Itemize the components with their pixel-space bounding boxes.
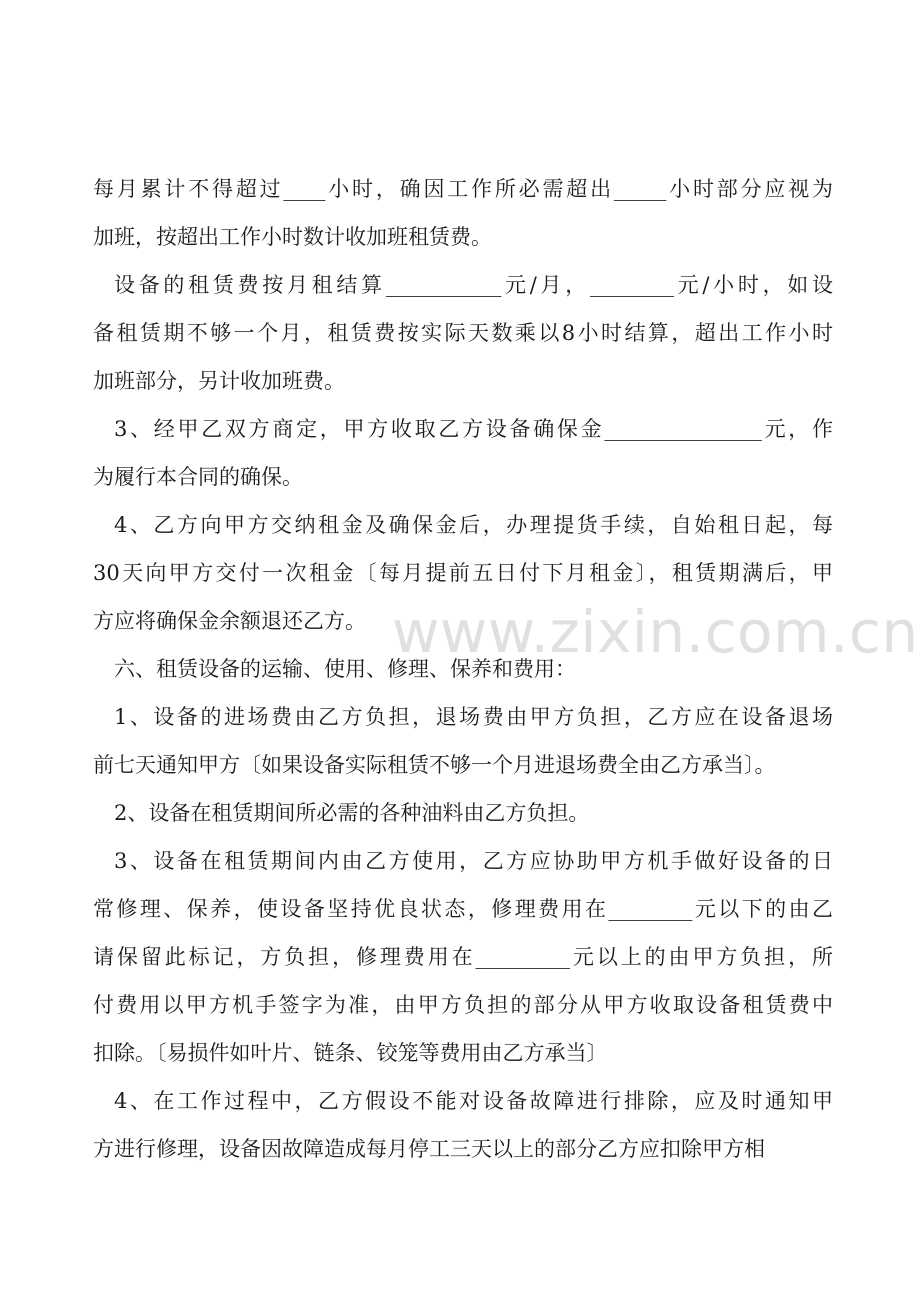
text-line: 4、在工作过程中，乙方假设不能对设备故障进行排除，应及时通知甲 [114,1089,833,1113]
text-line: 30天向甲方交付一次租金〔每月提前五日付下月租金〕，租赁期满后，甲 [93,561,833,585]
text-line: 付费用以甲方机手签字为准，由甲方负担的部分从甲方收取设备租赁费中 [93,993,833,1017]
text-line: 为履行本合同的确保。 [93,465,303,489]
text-line: 扣除。〔易损件如叶片、链条、铰笼等费用由乙方承当〕 [93,1041,608,1065]
text-line: 加班，按超出工作小时数计收加班租赁费。 [93,225,492,249]
text-line: 请保留此标记，方负担，修理费用在_________元以上的由甲方负担，所 [93,945,833,969]
text-line: 设备的租赁费按月租结算___________元/月，________元/小时，如设 [114,273,833,297]
text-line: 备租赁期不够一个月，租赁费按实际天数乘以8小时结算，超出工作小时 [93,321,833,345]
paragraph [93,261,833,405]
text-line: 方应将确保金余额退还乙方。 [93,609,366,633]
paragraph [93,1077,833,1173]
text-line: 4、乙方向甲方交纳租金及确保金后，办理提货手续，自始租日起，每 [114,513,833,537]
contract-body [93,165,833,1173]
text-line: 六、租赁设备的运输、使用、修理、保养和费用： [114,657,576,681]
paragraph [93,693,833,789]
text-line: 3、设备在租赁期间内由乙方使用，乙方应协助甲方机手做好设备的日 [114,849,833,873]
text-line: 3、经甲乙双方商定，甲方收取乙方设备确保金_______________元，作 [114,417,833,441]
paragraph [93,789,833,837]
text-line: 1、设备的进场费由乙方负担，退场费由甲方负担，乙方应在设备退场 [114,705,833,729]
text-line: 前七天通知甲方〔如果设备实际租赁不够一个月进退场费全由乙方承当〕。 [93,753,776,777]
text-line: 2、设备在租赁期间所必需的各种油料由乙方负担。 [114,801,590,825]
paragraph [93,645,833,693]
watermark: www.zixin.com.cn [392,598,919,666]
text-line: 方进行修理，设备因故障造成每月停工三天以上的部分乙方应扣除甲方相 [93,1137,765,1161]
text-line: 加班部分，另计收加班费。 [93,369,345,393]
text-line: 每月累计不得超过____小时，确因工作所必需超出_____小时部分应视为 [93,177,833,201]
paragraph [93,837,833,1077]
paragraph [93,165,833,261]
paragraph [93,405,833,501]
paragraph [93,501,833,645]
text-line: 常修理、保养，使设备坚持优良状态，修理费用在________元以下的由乙 [93,897,833,921]
